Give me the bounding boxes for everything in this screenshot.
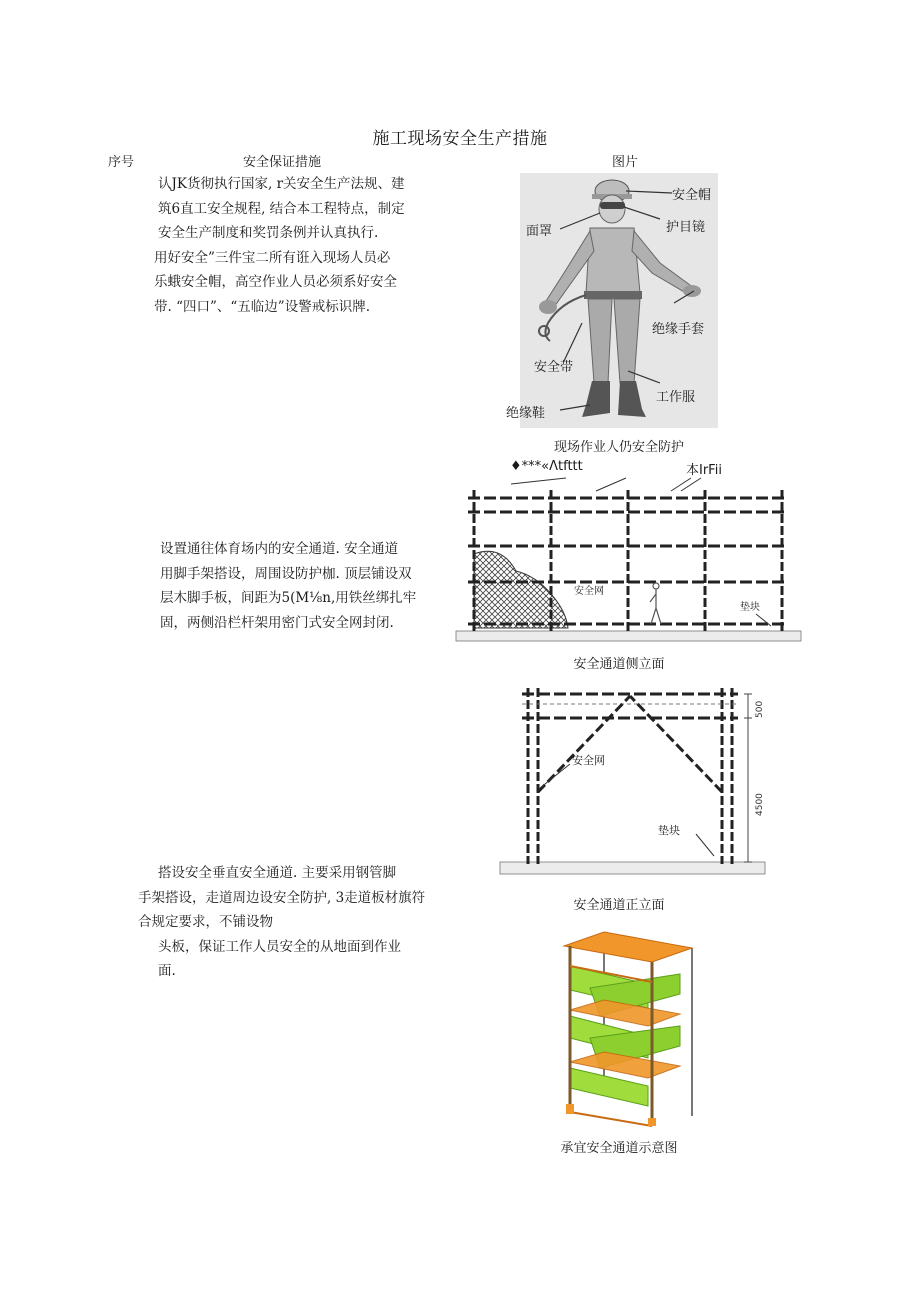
side-pad-label: 垫块: [740, 602, 760, 613]
side-elevation-figure: [456, 476, 801, 646]
dim-top-label: 500: [755, 700, 765, 718]
text-line: 面.: [158, 963, 176, 979]
text-line: 用脚手架搭设，周围设防护枷. 顶层铺设双: [160, 565, 412, 582]
text-line: 层木脚手板，间距为5(M⅛n,用铁丝绑扎牢: [160, 590, 417, 606]
label-helmet: 安全帽: [672, 188, 712, 203]
front-net-label: 安全网: [572, 754, 605, 767]
label-goggles: 护目镜: [666, 220, 706, 235]
stair-tower-figure: [560, 926, 700, 1128]
label-clothes: 工作服: [656, 390, 696, 405]
text-line: 乐蛾安全帽，高空作业人员必须系好安全: [154, 274, 397, 290]
page-title: 施工现场安全生产措施: [372, 129, 548, 149]
text-line: 合规定要求，不铺设物: [138, 914, 273, 930]
label-mask: 面罩: [526, 224, 553, 239]
figure2-caption: 安全通道侧立面: [573, 657, 665, 672]
label-shoes: 绝缘鞋: [506, 406, 546, 421]
text-line: 安全生产制度和奖罚条例并认真执行.: [158, 225, 379, 241]
worker-safety-figure: [506, 173, 718, 428]
row1-text: [154, 172, 438, 319]
figure4-caption: 承宜安全通道示意图: [560, 1141, 678, 1156]
text-line: 设置通往体育场内的安全通道. 安全通道: [160, 541, 399, 557]
header-measures: 安全保证措施: [243, 155, 322, 170]
text-line: 用好安全”三件宝二所有诳入现场人员必: [154, 249, 391, 266]
text-line: 手架搭设，走道周边设安全防护, 3走道板材旗符: [138, 889, 426, 906]
figure1-caption: 现场作业人仍安全防护: [553, 440, 684, 455]
text-line: 认JK货彻执行国家, r关安全生产法规、建: [158, 176, 405, 192]
header-images: 图片: [612, 155, 639, 170]
text-line: 带. “四口”、“五临边”设警戒标识牌.: [154, 298, 370, 315]
side-elevation-top-left-label: ♦***«Λtfttt: [510, 459, 583, 474]
label-belt: 安全带: [534, 360, 574, 375]
label-gloves: 绝缘手套: [652, 322, 705, 337]
text-line: 筑6直工安全规程, 结合本工程特点，制定: [158, 200, 405, 217]
figure3-caption: 安全通道正立面: [573, 898, 665, 913]
header-serial: 序号: [108, 155, 135, 170]
dim-main-label: 4500: [755, 793, 765, 816]
front-elevation-figure: [500, 684, 765, 880]
row3-text: [138, 861, 448, 984]
front-pad-label: 垫块: [658, 824, 680, 837]
side-elevation-top-right-label: 本IrFii: [686, 463, 722, 478]
text-line: 头板，保证工作人员安全的从地面到作业: [158, 938, 401, 955]
side-net-label: 安全网: [574, 586, 604, 597]
text-line: 搭设安全垂直安全通道. 主要采用钢管脚: [158, 865, 397, 881]
text-line: 固，两侧沿栏杆架用密门式安全网封闭.: [160, 614, 394, 631]
row2-text: [160, 537, 440, 635]
